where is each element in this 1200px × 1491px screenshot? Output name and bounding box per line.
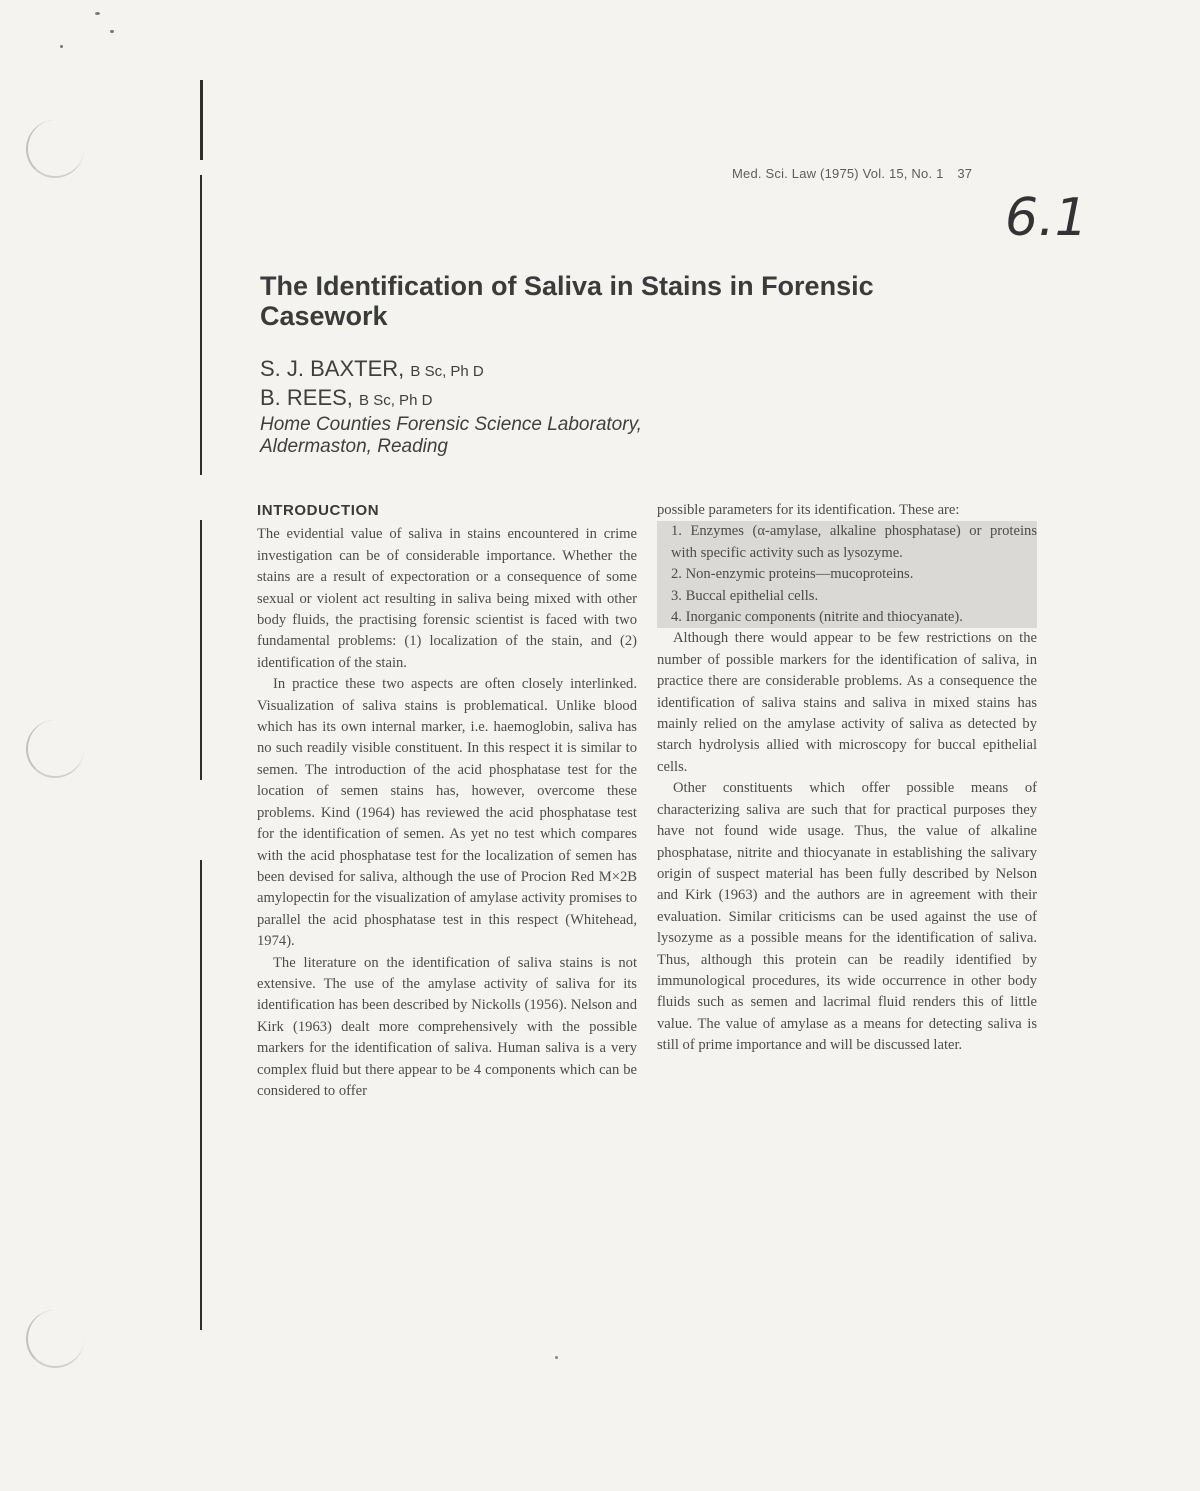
scan-edge-line [200, 860, 202, 1330]
scan-speck [555, 1356, 558, 1359]
punch-hole [26, 720, 84, 778]
author-name: S. J. BAXTER, [260, 356, 405, 381]
list-item: 4. Inorganic components (nitrite and thiocyanate). [657, 607, 1037, 628]
scan-speck [110, 30, 114, 33]
page-number: 37 [957, 166, 973, 181]
scan-edge-line [200, 175, 202, 475]
author-2 [260, 385, 432, 411]
scan-edge-line [200, 520, 202, 780]
list-item: 1. Enzymes (α-amylase, alkaline phosphatase) or proteins with specific activity such as lysozyme. [657, 521, 1037, 564]
handwritten-annotation: 6.1 [1005, 188, 1088, 248]
journal-reference: Med. Sci. Law (1975) Vol. 15, No. 1 [732, 166, 944, 181]
affiliation-line: Home Counties Forensic Science Laboratory, [260, 414, 642, 435]
punch-hole [26, 120, 84, 178]
affiliation [260, 414, 780, 458]
right-column [657, 500, 1037, 1057]
component-list [657, 521, 1037, 628]
list-item: 2. Non-enzymic proteins—mucoproteins. [657, 564, 1037, 585]
left-column [257, 500, 637, 1102]
author-1 [260, 356, 484, 382]
scan-speck [60, 45, 63, 48]
affiliation-line: Aldermaston, Reading [260, 436, 448, 457]
list-item: 3. Buccal epithelial cells. [657, 586, 1037, 607]
punch-hole [26, 1310, 84, 1368]
paragraph: The evidential value of saliva in stains encountered in crime investigation can be of considerable importance. Whether the stains are a result of expectoration or a consequence of some sexual or violent act resulting in saliva being mixed with other body fluids, the practising forensic scientist is faced with two fundamental problems: (1) localization of the stain, and (2) identification of the stain. [257, 526, 637, 671]
paragraph: In practice these two aspects are often closely interlinked. Visualization of saliva stains is problematical. Unlike blood which has its own internal marker, i.e. haemoglobin, saliva has no such readily visible constituent. In this respect it is similar to semen. The introduction of the acid phosphatase test for the location of semen stains has, however, overcome these problems. Kind (1964) has reviewed the acid phosphatase test for the identification of semen. As yet no test which compares with the acid phosphatase test for the localization of semen has been devised for saliva, although the use of Procion Red M×2B amylopectin for the visualization of amylase activity promises to parallel the acid phosphatase test in this respect (Whitehead, 1974). [257, 676, 637, 950]
author-name: B. REES, [260, 385, 353, 410]
paragraph: possible parameters for its identification. These are: [657, 502, 960, 518]
article-title: The Identification of Saliva in Stains in Forensic Casework [260, 271, 874, 331]
paragraph: Although there would appear to be few restrictions on the number of possible markers for the identification of saliva, in practice there are considerable problems. As a consequence the identification of saliva stains and saliva in mixed stains has mainly relied on the amylase activity of saliva as detected by starch hydrolysis allied with microscopy for buccal epithelial cells. [657, 630, 1037, 775]
author-degrees: B Sc, Ph D [359, 392, 433, 409]
author-degrees: B Sc, Ph D [410, 363, 484, 380]
scan-edge-line [200, 80, 203, 160]
paragraph: Other constituents which offer possible means of characterizing saliva are such that for practical purposes they have not found wide usage. Thus, the value of alkaline phosphatase, nitrite and thiocyanate in establishing the salivary origin of suspect material has been fully described by Nelson and Kirk (1963) and the authors are in agreement with their evaluation. Similar criticisms can be used against the use of lysozyme as a possible means for the identification of saliva. Thus, although this protein can be readily identified by immunological procedures, its wide occurrence in other body fluids such as semen and lacrimal fluid renders this of little value. The value of amylase as a means for detecting saliva is still of prime importance and will be discussed later. [657, 780, 1037, 1054]
paragraph: The literature on the identification of saliva stains is not extensive. The use of the amylase activity of saliva for its identification has been described by Nickolls (1956). Nelson and Kirk (1963) dealt more comprehensively with the possible markers for the identification of saliva. Human saliva is a very complex fluid but there appear to be 4 components which can be considered to offer [257, 954, 637, 1099]
journal-citation [732, 166, 972, 181]
scan-speck [95, 12, 100, 15]
section-heading: INTRODUCTION [257, 502, 380, 519]
